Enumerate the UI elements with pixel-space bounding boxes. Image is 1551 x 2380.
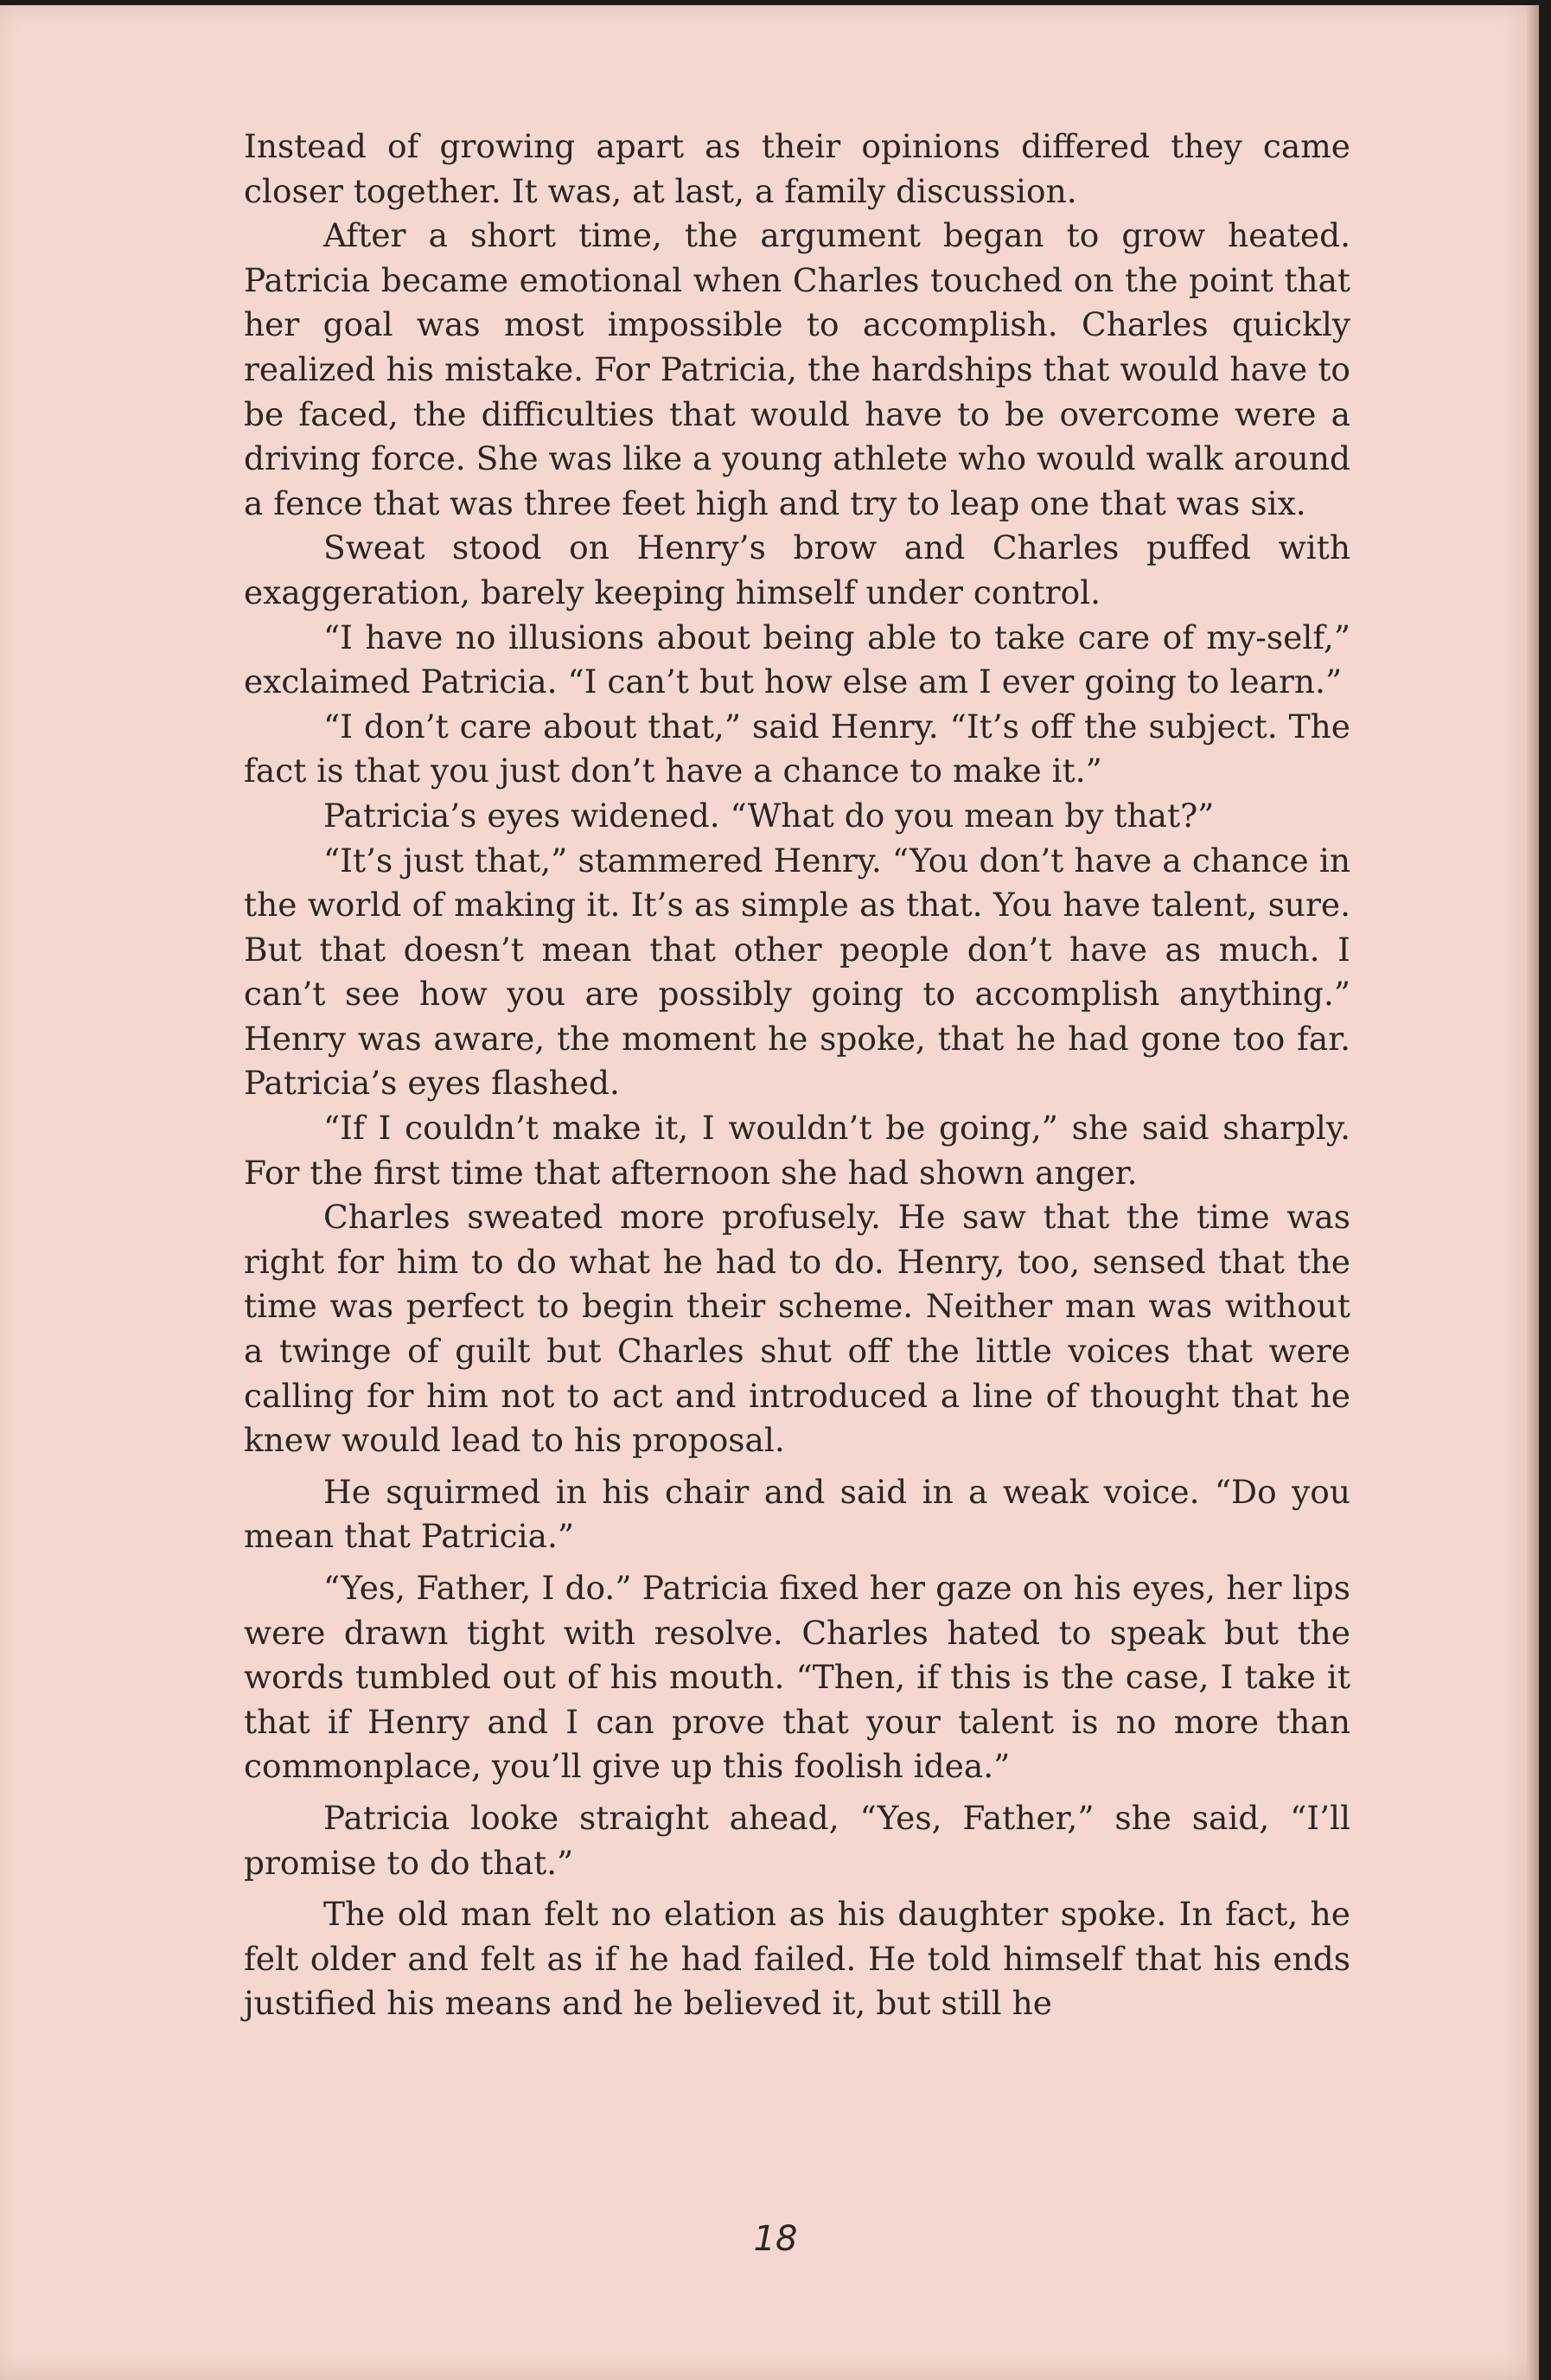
page-number: 18 bbox=[753, 2219, 798, 2259]
body-text bbox=[244, 125, 1350, 2026]
paragraph: Patricia looke straight ahead, “Yes, Father,” she said, “I’ll promise to do that.” bbox=[244, 1798, 1350, 1882]
paragraph: “I have no illusions about being able to take care of my-self,” exclaimed Patricia. “I can’t but how else am I ever going to learn.” bbox=[244, 617, 1350, 701]
page-edge bbox=[1527, 5, 1539, 2380]
paragraph: Charles sweated more profusely. He saw that the time was right for him to do what he had to do. Henry, too, sensed that the time was perfect to begin their scheme. Neither man was without a twinge of guilt but Charles shut off the little voices that were calling for him not to act and introduced a line of thought that he knew would lead to his proposal. bbox=[244, 1198, 1350, 1460]
paragraph: He squirmed in his chair and said in a weak voice. “Do you mean that Patricia.” bbox=[244, 1472, 1350, 1556]
paragraph: Patricia’s eyes widened. “What do you mean by that?” bbox=[323, 796, 1215, 835]
paragraph: The old man felt no elation as his daughter spoke. In fact, he felt older and felt as if he had failed. He told himself that his ends justified his means and he believed it, but still he bbox=[244, 1895, 1350, 2023]
paragraph: After a short time, the argument began to grow heated. Patricia became emotional when Charles touched on the point that her goal was most impossible to accomplish. Charles quickly realized his mistake. For Patricia, the hardships that would have to be faced, the difficulties that would have to be overcome were a driving force. She was like a young athlete who would walk around a fence that was three feet high and try to leap one that was six. bbox=[244, 216, 1350, 522]
paragraph: “I don’t care about that,” said Henry. “It’s off the subject. The fact is that you just don’t have a chance to make it.” bbox=[244, 707, 1350, 790]
paragraph: Instead of growing apart as their opinions differed they came closer together. It was, at last, a family discussion. bbox=[244, 127, 1350, 210]
paragraph: “If I couldn’t make it, I wouldn’t be going,” she said sharply. For the first time that afternoon she had shown anger. bbox=[244, 1109, 1350, 1192]
paragraph: “Yes, Father, I do.” Patricia fixed her gaze on his eyes, her lips were drawn tight with resolve. Charles hated to speak but the words tumbled out of his mouth. “Then, if this is the case, I take it that if Henry and I can prove that your talent is no more than commonplace, you’ll give up this foolish idea.” bbox=[244, 1569, 1350, 1786]
paragraph: Sweat stood on Henry’s brow and Charles puffed with exaggeration, barely keeping himself under control. bbox=[244, 528, 1350, 611]
paragraph: “It’s just that,” stammered Henry. “You don’t have a chance in the world of making it. It’s as simple as that. You have talent, sure. But that doesn’t mean that other people don’t have as much. I can’t see how you are possibly going to accomplish anything.” Henry was aware, the moment he spoke, that he had gone too far. Patricia’s eyes flashed. bbox=[244, 841, 1350, 1103]
